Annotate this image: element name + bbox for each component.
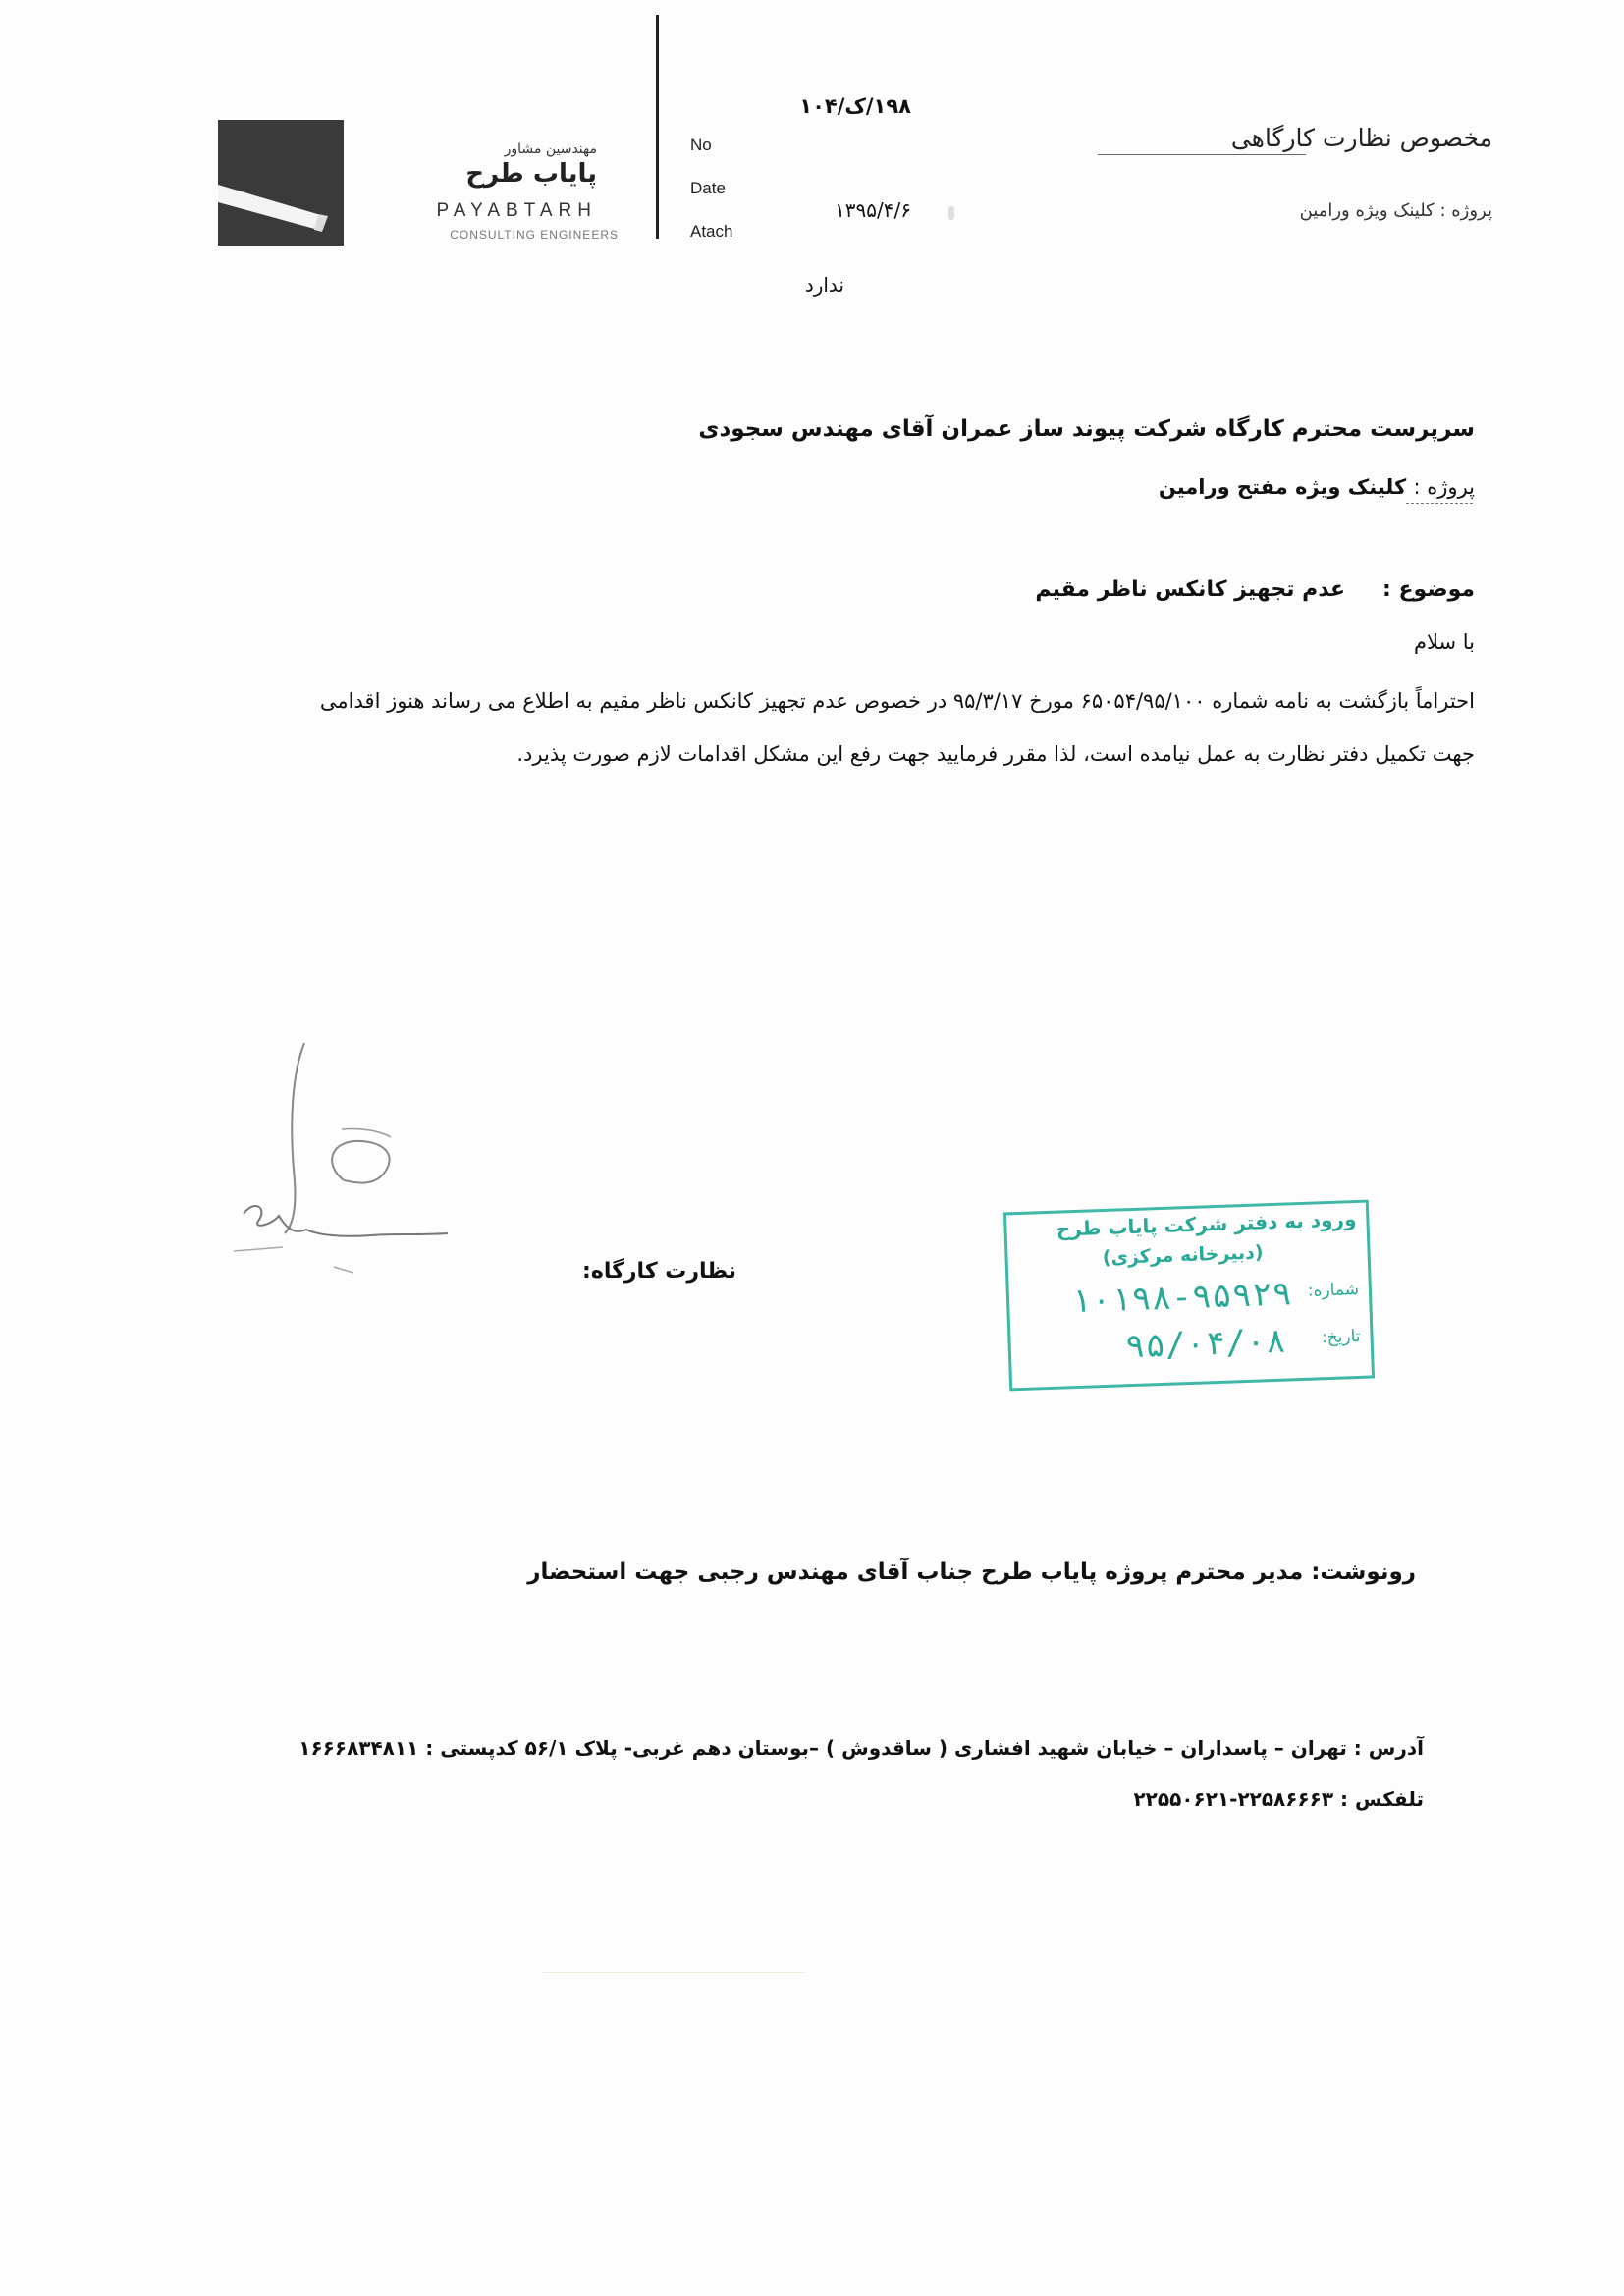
logo-latin-subtitle: CONSULTING ENGINEERS xyxy=(450,228,619,242)
meta-atach-label: Atach xyxy=(690,222,733,241)
stamp-title: ورود به دفتر شرکت پایاب طرح xyxy=(1056,1207,1357,1241)
header-project: پروژه : کلینک ویژه ورامین xyxy=(1299,200,1492,221)
handwritten-signature xyxy=(224,1033,450,1285)
stamp-number-value: ۱۰۱۹۸-۹۵۹۲۹ xyxy=(1070,1274,1293,1322)
scan-smudge xyxy=(948,206,954,220)
stamp-date-label: تاریخ: xyxy=(1321,1326,1361,1348)
logo-persian-subtitle: مهندسین مشاور xyxy=(504,141,597,157)
stamp-subtitle: (دبیرخانه مرکزی) xyxy=(1102,1241,1264,1270)
carbon-copy-line: رونوشت: مدیر محترم پروژه پایاب طرح جناب آقای مهندس رجبی جهت استحضار xyxy=(527,1559,1416,1585)
body-paragraph-line-1: احتراماً بازگشت به نامه شماره ۶۵۰۵۴/۹۵/۱۰۰ مورخ ۹۵/۳/۱۷ در خصوص عدم تجهیز کانکس ناظر مقیم به اطلاع می رساند هنوز اقدامی xyxy=(319,689,1475,713)
title-underline xyxy=(1098,154,1306,155)
body-paragraph-line-2: جهت تکمیل دفتر نظارت به عمل نیامده است، لذا مقرر فرمایید جهت رفع این مشکل اقدامات لازم صورت پذیرد. xyxy=(516,742,1475,766)
stamp-number-label: شماره: xyxy=(1307,1279,1360,1301)
stamp-date-value: ۹۵/۰۴/۰۸ xyxy=(1124,1321,1287,1367)
project-underline xyxy=(1406,503,1473,504)
received-stamp xyxy=(1003,1200,1375,1392)
project-label: پروژه : xyxy=(1413,475,1475,499)
logo-graphic-icon xyxy=(218,120,344,246)
supervision-signature-label: نظارت کارگاه: xyxy=(582,1259,736,1284)
project-line xyxy=(884,475,1475,499)
meta-date-value: ۱۳۹۵/۴/۶ xyxy=(835,198,911,222)
meta-atach-value: ندارد xyxy=(804,273,844,297)
meta-no-label: No xyxy=(690,136,712,154)
header-divider xyxy=(656,15,659,239)
footer-telfax: تلفکس : ۲۲۵۸۶۶۶۳-۲۲۵۵۰۶۲۱ xyxy=(1133,1787,1424,1811)
meta-no-value: ۱۹۸/ک/۱۰۴ xyxy=(799,94,911,118)
faint-scan-line xyxy=(542,1972,805,1973)
subject-label: موضوع : xyxy=(1382,577,1475,602)
project-name: کلینک ویژه مفتح ورامین xyxy=(1158,475,1407,499)
greeting: با سلام xyxy=(1413,630,1475,654)
footer-address: آدرس : تهران – پاسداران – خیابان شهید افشاری ( ساقدوش ) –بوستان دهم غربی- پلاک ۵۶/۱ کدپستی : ۱۶۶۶۸۳۴۸۱۱ xyxy=(298,1736,1424,1760)
subject-text: عدم تجهیز کانکس ناظر مقیم xyxy=(1035,577,1345,602)
logo-latin-name: PAYABTARH xyxy=(436,200,597,221)
meta-date-label: Date xyxy=(690,179,726,197)
logo-persian-name: پایاب طرح xyxy=(465,159,597,189)
addressee: سرپرست محترم کارگاه شرکت پیوند ساز عمران آقای مهندس سجودی xyxy=(698,416,1475,442)
company-logo-mark xyxy=(218,120,344,246)
document-type-title: مخصوص نظارت کارگاهی xyxy=(1230,124,1492,152)
